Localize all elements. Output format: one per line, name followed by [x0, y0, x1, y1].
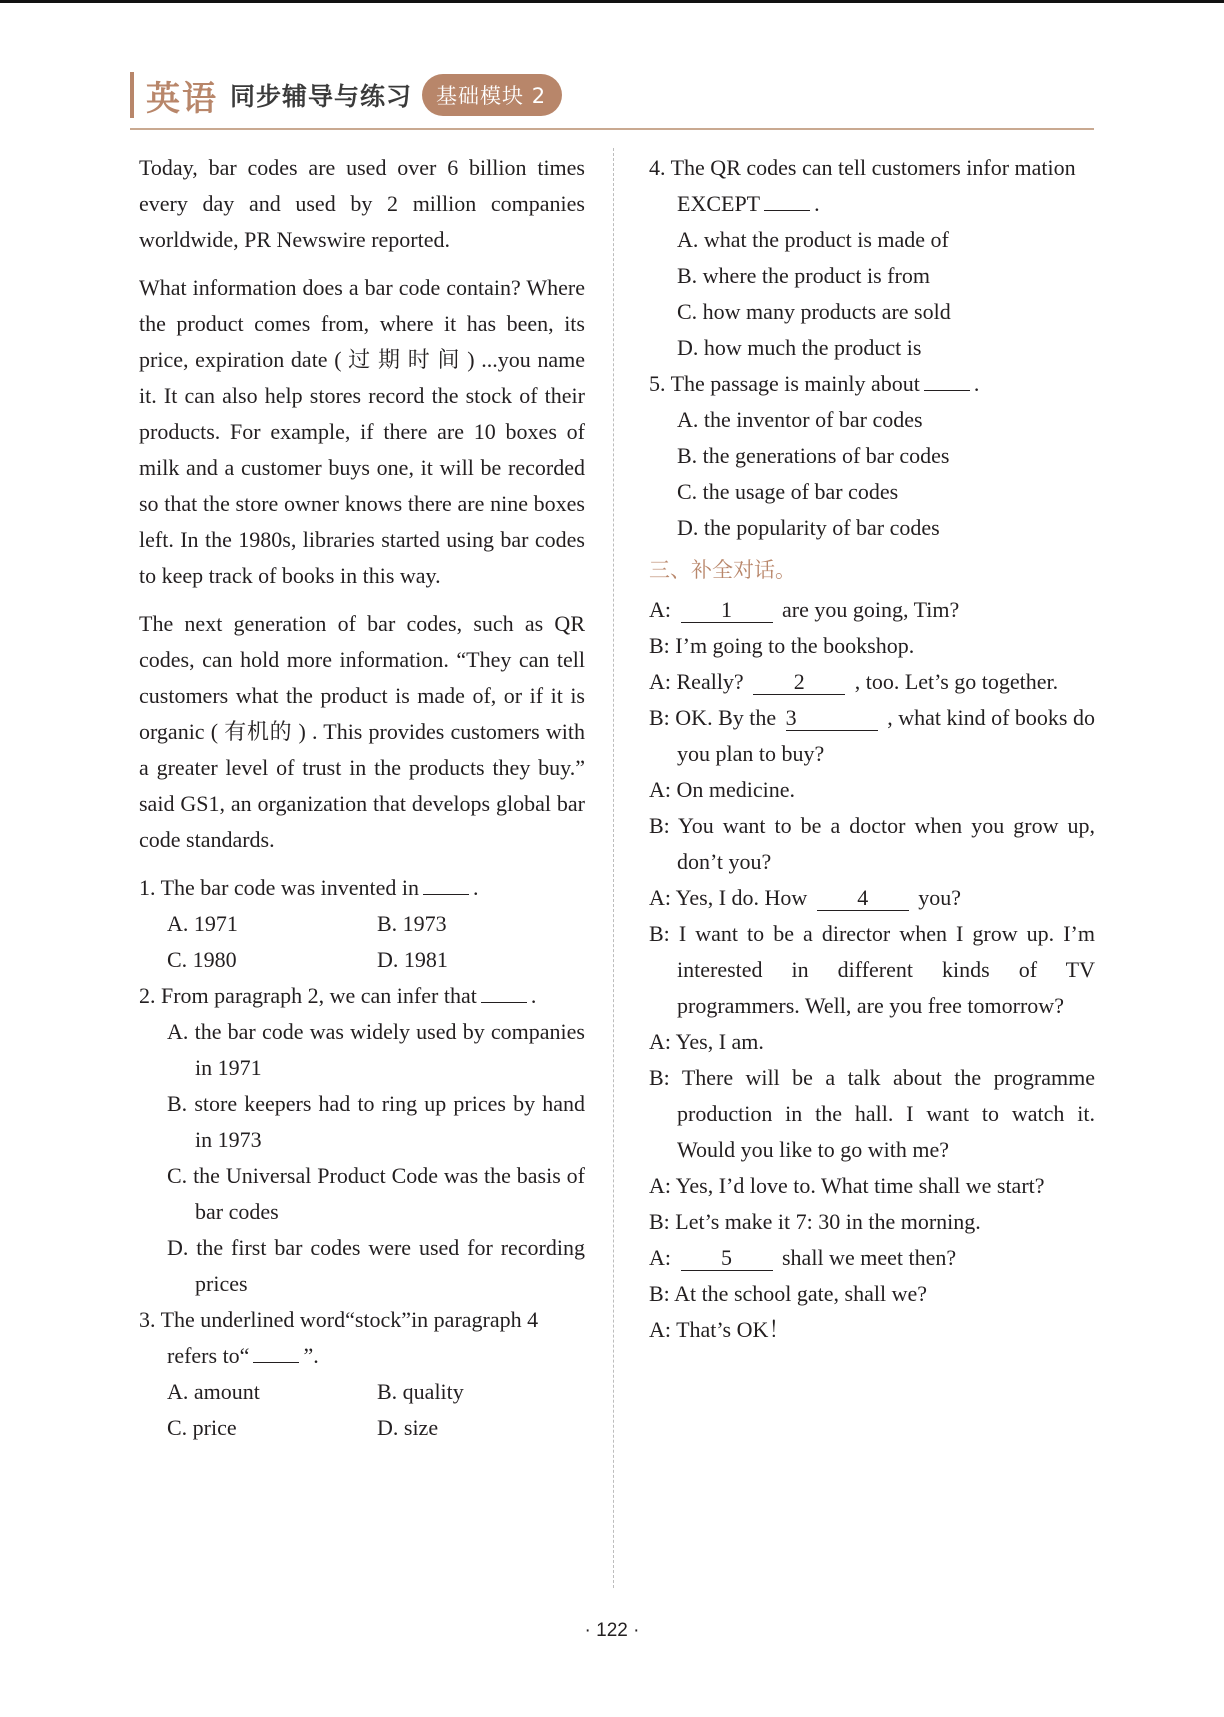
option-d: D. how much the product is [677, 335, 922, 360]
option-a: A. the inventor of bar codes [677, 407, 923, 432]
option-c: C. price [167, 1415, 237, 1440]
option-c: C. 1980 [167, 947, 237, 972]
question-stem: 4. The QR codes can tell customers infor mation EXCEPT [649, 155, 1076, 216]
dialogue-line: A: Yes, I do. How 4 you? [649, 885, 962, 910]
page-header [130, 70, 562, 120]
option-c: C. the usage of bar codes [677, 479, 899, 504]
subject-title: 英语 [146, 78, 218, 119]
section-title: 三、补全对话。 [649, 558, 796, 582]
dialogue-line: B: At the school gate, shall we? [649, 1281, 927, 1306]
answer-blank [423, 894, 469, 895]
numbered-blank: 1 [681, 598, 773, 623]
dialogue-line: B: OK. By the 3 , what kind of books do you plan to buy? [649, 705, 1096, 766]
dialogue [649, 592, 1095, 1348]
question-2: 2. From paragraph 2, we can infer that . A. the bar code was widely used by companies in 1971 B. store keepers had to ring up prices by hand in 1973 C. the Universal Product Code was the basis of bar codes D. the first bar codes were used for recording prices [139, 978, 585, 1302]
question-5: 5. The passage is mainly about . A. the inventor of bar codes B. the generations of bar codes C. the usage of bar codes D. the popularity of bar codes [649, 366, 1095, 546]
column-divider [613, 148, 614, 1588]
dialogue-line: B: There will be a talk about the programme production in the hall. I want to watch it. Would you like to go with me? [649, 1065, 1095, 1162]
passage-paragraph: Today, bar codes are used over 6 billion times every day and used by 2 million companies worldwide, PR Newswire reported. [139, 155, 585, 252]
numbered-blank: 3 [786, 706, 878, 731]
question-stem: 5. The passage is mainly about [649, 371, 920, 396]
series-title: 同步辅导与练习 [230, 82, 413, 111]
option-a: A. amount [167, 1379, 260, 1404]
module-badge: 基础模块 2 [422, 74, 562, 116]
option-b: B. 1973 [377, 911, 447, 936]
options-grid [139, 906, 585, 978]
question-stem: 3. The underlined word“stock”in paragraph 4 refers to“ [139, 1307, 539, 1368]
question-stem: 1. The bar code was invented in [139, 875, 420, 900]
passage-paragraph: The next generation of bar codes, such as QR codes, can hold more information. “They can tell customers what the product is made of, or if it is organic ( 有机的 ) . This provides customers with a greater level of trust in the products they buy.” said GS1, an organization that develops global bar code standards. [139, 611, 585, 852]
option-d: D. 1981 [377, 947, 448, 972]
option-b: B. quality [377, 1379, 464, 1404]
right-column [649, 150, 1095, 1348]
option-a: A. 1971 [167, 911, 238, 936]
question-4: 4. The QR codes can tell customers infor mation EXCEPT . A. what the product is made of B. where the product is from C. how many products are sold D. how much the product is [649, 150, 1095, 366]
option-d: D. the popularity of bar codes [677, 515, 940, 540]
option-b: B. where the product is from [677, 263, 930, 288]
dialogue-line: A: On medicine. [649, 777, 796, 802]
answer-blank [924, 390, 970, 391]
answer-blank [481, 1002, 527, 1003]
answer-blank [764, 210, 810, 211]
numbered-blank: 5 [681, 1246, 773, 1271]
header-accent-bar [130, 72, 134, 118]
header-rule [130, 128, 1094, 130]
option-a: A. the bar code was widely used by companies in 1971 [167, 1019, 585, 1080]
numbered-blank: 2 [753, 670, 845, 695]
option-a: A. what the product is made of [677, 227, 949, 252]
dialogue-line: A: That’s OK！ [649, 1317, 791, 1342]
option-b: B. the generations of bar codes [677, 443, 950, 468]
dialogue-line: A: Really? 2 , too. Let’s go together. [649, 669, 1059, 694]
options-grid [139, 1374, 585, 1446]
numbered-blank: 4 [817, 886, 909, 911]
left-column [139, 150, 585, 1446]
dialogue-line: A: Yes, I’d love to. What time shall we start? [649, 1173, 1045, 1198]
dialogue-line: A: Yes, I am. [649, 1029, 764, 1054]
question-3: 3. The underlined word“stock”in paragraph 4 refers to“ ”. A. amount B. quality C. price D. size [139, 1302, 585, 1446]
dialogue-line: B: Let’s make it 7: 30 in the morning. [649, 1209, 981, 1234]
top-border [0, 0, 1224, 3]
option-b: B. store keepers had to ring up prices by hand in 1973 [167, 1091, 585, 1152]
passage-paragraph: What information does a bar code contain? Where the product comes from, where it has been, its price, expiration date ( 过 期 时 间 ) ...you name it. It can also help stores record the stock of their products. For example, if there are 10 boxes of milk and a customer buys one, it will be recorded so that the store owner knows there are nine boxes left. In the 1980s, libraries started using bar codes to keep track of books in this way. [139, 275, 585, 588]
question-1: 1. The bar code was invented in . A. 1971 B. 1973 C. 1980 D. 1981 [139, 870, 585, 978]
option-d: D. the first bar codes were used for recording prices [167, 1235, 585, 1296]
dialogue-line: A: 5 shall we meet then? [649, 1245, 957, 1270]
page-number: · 122 · [584, 1620, 640, 1641]
dialogue-line: B: I want to be a director when I grow up. I’m interested in different kinds of TV programmers. Well, are you free tomorrow? [649, 921, 1095, 1018]
dialogue-line: B: I’m going to the bookshop. [649, 633, 915, 658]
dialogue-line: A: 1 are you going, Tim? [649, 597, 960, 622]
option-d: D. size [377, 1415, 439, 1440]
question-stem: 2. From paragraph 2, we can infer that [139, 983, 477, 1008]
option-c: C. how many products are sold [677, 299, 951, 324]
answer-blank [253, 1362, 299, 1363]
option-c: C. the Universal Product Code was the basis of bar codes [167, 1163, 585, 1224]
dialogue-line: B: You want to be a doctor when you grow up, don’t you? [649, 813, 1095, 874]
